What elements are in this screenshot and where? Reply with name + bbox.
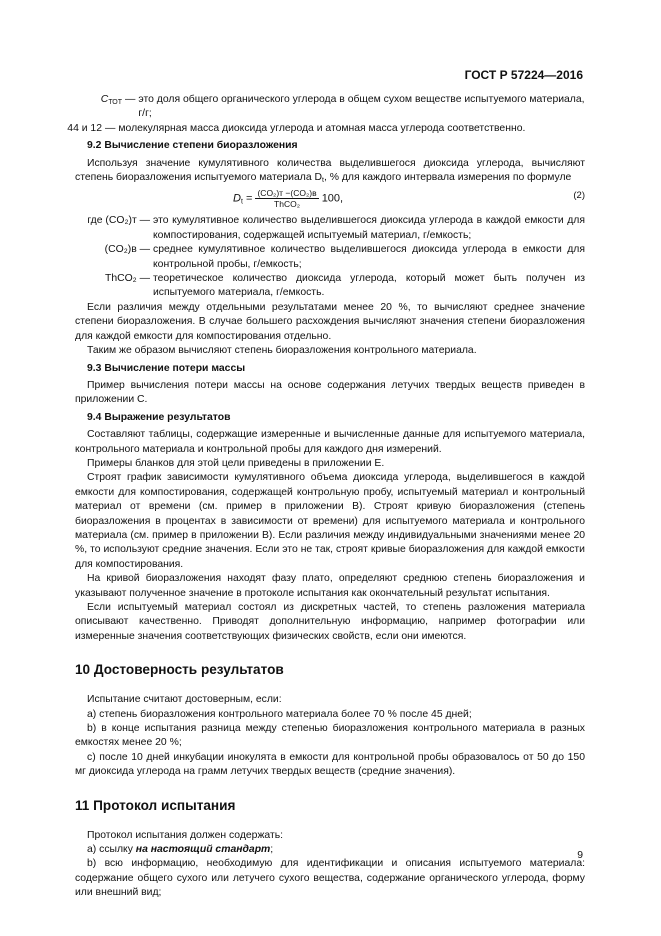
- paragraph: Примеры бланков для этой цели приведены в приложении Е.: [87, 457, 385, 469]
- formula-expression: $D_t$ = $\frac{\text{(CO₂)ᴛ −(CO₂)ʙ}}{\text{ThCO₂}}$ 100,: [233, 188, 344, 210]
- section-heading-11: 11 Протокол испытания: [75, 797, 236, 813]
- where-item: (CO₂)ʙ — среднее кумулятивное количество выделившегося диоксида углерода в емкости для контрольной пробы, г/емкость;: [104, 244, 585, 270]
- formula-fraction: $\frac{\text{(CO₂)ᴛ −(CO₂)ʙ}}{\text{ThCO₂}}$: [257, 188, 317, 210]
- document-body: [67, 93, 585, 901]
- standard-reference: на настоящий стандарт: [135, 844, 271, 856]
- paragraph: Таким же образом вычисляют степень биоразложения контрольного материала.: [87, 345, 477, 357]
- where-item: где (CO₂)ᴛ — это кумулятивное количество выделившегося диоксида углерода в каждой емкости для компостирования, содержащей испытуемый материал, г/емкость;: [87, 215, 585, 241]
- standard-number: ГОСТ Р 57224—2016: [464, 68, 583, 82]
- section-heading-10: 10 Достоверность результатов: [75, 662, 284, 678]
- section-heading-9-2: 9.2 Вычисление степени биоразложения: [87, 140, 298, 152]
- paragraph: Составляют таблицы, содержащие измеренные и вычисленные данные для испытуемого материала, контрольного материала и контрольной пробы для каждого дня измерений.: [75, 429, 585, 455]
- list-item: а) ссылку на настоящий стандарт;: [87, 844, 274, 856]
- paragraph: Протокол испытания должен содержать:: [87, 829, 284, 841]
- list-item: b) в конце испытания разница между степенью биоразложения контрольного материала в разных емкостях менее 20 %;: [75, 723, 585, 749]
- paragraph: На кривой биоразложения находят фазу плато, определяют среднюю степень биоразложения и указывают полученное значение в протоколе испытания как окончательный результат испытания.: [75, 573, 585, 599]
- definition-text: это доля общего органического углерода в общем сухом веществе испытуемого материала, г/г;: [138, 94, 585, 120]
- definition-text: молекулярная масса диоксида углерода и атомная масса углерода соответственно.: [118, 122, 526, 134]
- definition-term: $C_{ТОТ}$: [100, 94, 122, 106]
- section-heading-9-4: 9.4 Выражение результатов: [87, 411, 231, 423]
- paragraph: Пример вычисления потери массы на основе содержания летучих твердых веществ приведен в приложении С.: [75, 379, 585, 406]
- definition-44-12: 44 и 12 — молекулярная масса диоксида углерода и атомная масса углерода соответственно.: [55, 122, 585, 136]
- definition-term: 44 и 12: [67, 122, 102, 134]
- paragraph: Испытание считают достоверным, если:: [87, 694, 282, 706]
- definition-c-tot: $C_{ТОТ}$ — это доля общего органического углерода в общем сухом веществе испытуемого материала, г/г;: [75, 93, 585, 122]
- paragraph: Если различия между отдельными результатами менее 20 %, то вычисляют среднее значение степени биоразложения. В случае большего расхождения вычисляют значения степени биоразложения для каждой емкости для компостирования отдельно.: [75, 301, 585, 342]
- formula-number: (2): [573, 190, 585, 202]
- paragraph: Если испытуемый материал состоял из дискретных частей, то степень разложения материала описывают качественно. Приводят дополнительную информацию, например фотографии или измеренные значения соответствующих физических свойств, если они имеются.: [75, 602, 585, 642]
- formula-2: [75, 186, 585, 212]
- paragraph: Используя значение кумулятивного количества выделившегося диоксида углерода, вычисляют степень биоразложения испытуемого материала $D_t$, % для каждого интервала измерения по формуле: [75, 157, 585, 185]
- list-item: а) степень биоразложения контрольного материала более 70 % после 45 дней;: [87, 708, 472, 720]
- page-number: 9: [577, 850, 583, 861]
- section-heading-9-3: 9.3 Вычисление потери массы: [87, 362, 246, 374]
- list-item: b) всю информацию, необходимую для идентификации и описания испытуемого материала: содержание общего сухого или летучего сухого вещества, содержание органического углерода, форму или внешний вид;: [75, 858, 585, 899]
- list-item: с) после 10 дней инкубации инокулята в емкости для контрольной пробы образовалось от 50 до 150 мг диоксида углерода на грамм летучих твердых веществ (средние значения).: [75, 751, 585, 778]
- where-item: ThCO₂ — теоретическое количество диоксида углерода, который может быть получен из испытуемого материала, г/емкость.: [104, 273, 585, 299]
- paragraph: Строят график зависимости кумулятивного объема диоксида углерода, выделившегося в каждой емкости для компостирования, содержащей контрольную пробу, испытуемый материал и контрольный материал от времени (см. пример в приложении В). Строят кривую биоразложения (степень биоразложения в процентах в зависимости от времени) для испытуемого материала и контрольного материала (см. пример в приложении В). Если различия между индивидуальными значениями менее 20 %, то используют средние значения. Если это не так, строят кривые биоразложения для каждой емкости для компостирования.: [75, 472, 585, 570]
